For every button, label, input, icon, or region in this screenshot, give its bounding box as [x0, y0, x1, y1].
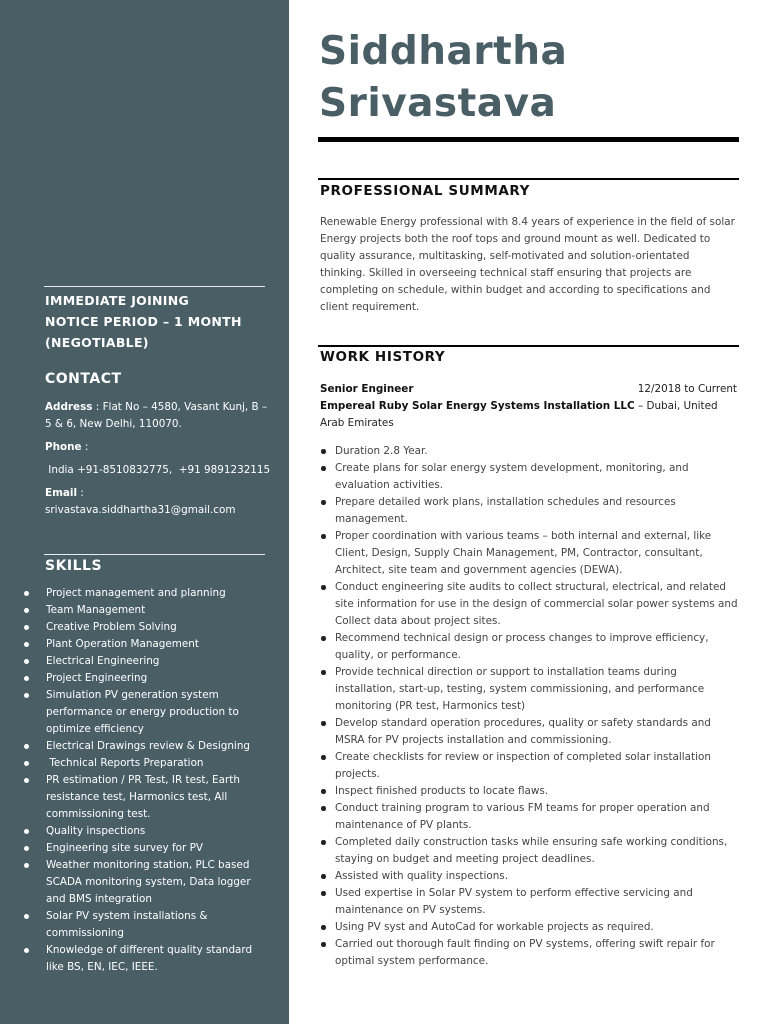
phone-label: Phone: [45, 441, 82, 453]
duty-item: Completed daily construction tasks while ensuring safe working conditions, staying on budget and meeting project deadlines.: [335, 834, 738, 868]
sidebar-divider: [44, 286, 265, 287]
duty-item: Conduct engineering site audits to collect structural, electrical, and related site information for use in the design of commercial solar power systems and Collect data about project sites.: [335, 579, 738, 630]
phone-colon: :: [81, 441, 89, 453]
availability-line: NOTICE PERIOD – 1 MONTH: [45, 314, 242, 329]
address-label: Address: [45, 401, 93, 413]
availability-line: IMMEDIATE JOINING: [45, 293, 190, 308]
duty-item: Develop standard operation procedures, quality or safety standards and MSRA for PV projects installation and commissioning.: [335, 715, 738, 749]
skills-list: [46, 585, 271, 976]
skill-item: Electrical Engineering: [46, 653, 271, 670]
job-location: – Dubai, United Arab Emirates: [320, 400, 718, 429]
duty-item: Create checklists for review or inspection of completed solar installation projects.: [335, 749, 738, 783]
skill-item: Technical Reports Preparation: [46, 755, 271, 772]
job-dates: 12/2018 to Current: [637, 383, 737, 395]
job-header: [320, 381, 737, 432]
summary-text: Renewable Energy professional with 8.4 years of experience in the field of solar Energy projects both the roof tops and ground mount as well. Dedicated to quality assurance, multitasking, self-motivated and solution-orientated thinking. Skilled in overseeing technical staff ensuring that projects are completing on schedule, within budget and according to specifications and client requirement.: [320, 216, 735, 313]
duty-item: Recommend technical design or process changes to improve efficiency, quality, or performance.: [335, 630, 738, 664]
skill-item: Plant Operation Management: [46, 636, 271, 653]
skill-item: Project Engineering: [46, 670, 271, 687]
duty-item: Inspect finished products to locate flaws.: [335, 783, 738, 800]
work-history-heading: WORK HISTORY: [320, 349, 446, 365]
skill-item: Solar PV system installations & commissioning: [46, 908, 271, 942]
skill-item: Quality inspections: [46, 823, 271, 840]
sidebar: [0, 0, 289, 1024]
section-divider: [318, 345, 739, 347]
email-colon: :: [77, 487, 84, 499]
contact-heading: CONTACT: [45, 371, 122, 387]
duty-item: Duration 2.8 Year.: [335, 443, 738, 460]
section-divider: [318, 178, 739, 180]
skill-item: Weather monitoring station, PLC based SCADA monitoring system, Data logger and BMS integration: [46, 857, 271, 908]
phone-label-line: [45, 439, 270, 456]
skill-item: Project management and planning: [46, 585, 271, 602]
email-label: Email: [45, 487, 78, 499]
duty-item: Using PV syst and AutoCad for workable projects as required.: [335, 919, 738, 936]
skills-heading: SKILLS: [45, 558, 103, 574]
job-company: Empereal Ruby Solar Energy Systems Installation LLC: [320, 400, 635, 412]
skill-item: Simulation PV generation system performance or energy production to optimize efficiency: [46, 687, 271, 738]
contact-details: [45, 399, 270, 519]
duty-item: Carried out thorough fault finding on PV systems, offering swift repair for optimal system performance.: [335, 936, 738, 970]
email-label-line: [45, 485, 270, 502]
skill-item: Team Management: [46, 602, 271, 619]
duty-item: Conduct training program to various FM teams for proper operation and maintenance of PV plants.: [335, 800, 738, 834]
email-value: srivastava.siddhartha31@gmail.com: [45, 504, 236, 516]
skill-item: Knowledge of different quality standard like BS, EN, IEC, IEEE.: [46, 942, 271, 976]
job-role: Senior Engineer: [320, 383, 414, 395]
duty-item: Proper coordination with various teams – both internal and external, like Client, Design, Supply Chain Management, PM, Contractor, consultant, Architect, site team and government agencies (DEWA).: [335, 528, 738, 579]
last-name: Srivastava: [319, 81, 557, 126]
skill-item: Engineering site survey for PV: [46, 840, 271, 857]
skill-item: Creative Problem Solving: [46, 619, 271, 636]
skill-item: PR estimation / PR Test, IR test, Earth resistance test, Harmonics test, All commissioning test.: [46, 772, 271, 823]
duty-item: Create plans for solar energy system development, monitoring, and evaluation activities.: [335, 460, 738, 494]
availability-line: (NEGOTIABLE): [45, 335, 149, 350]
duty-item: Assisted with quality inspections.: [335, 868, 738, 885]
availability-block: [45, 290, 275, 353]
first-name: Siddhartha: [319, 29, 568, 74]
address: [45, 399, 270, 433]
duty-item: Prepare detailed work plans, installation schedules and resources management.: [335, 494, 738, 528]
candidate-name: [319, 26, 567, 130]
summary-heading: PROFESSIONAL SUMMARY: [320, 183, 531, 199]
job-duties-list: [335, 443, 738, 970]
phone-value: India +91-8510832775, +91 9891232115: [45, 464, 271, 476]
sidebar-divider: [44, 554, 265, 555]
address-value: : Flat No – 4580, Vasant Kunj, B – 5 & 6, New Delhi, 110070.: [45, 401, 268, 430]
duty-item: Used expertise in Solar PV system to perform effective servicing and maintenance on PV systems.: [335, 885, 738, 919]
duty-item: Provide technical direction or support to installation teams during installation, start-up, testing, system commissioning, and performance monitoring (PR test, Harmonics test): [335, 664, 738, 715]
skill-item: Electrical Drawings review & Designing: [46, 738, 271, 755]
name-divider: [318, 137, 739, 142]
